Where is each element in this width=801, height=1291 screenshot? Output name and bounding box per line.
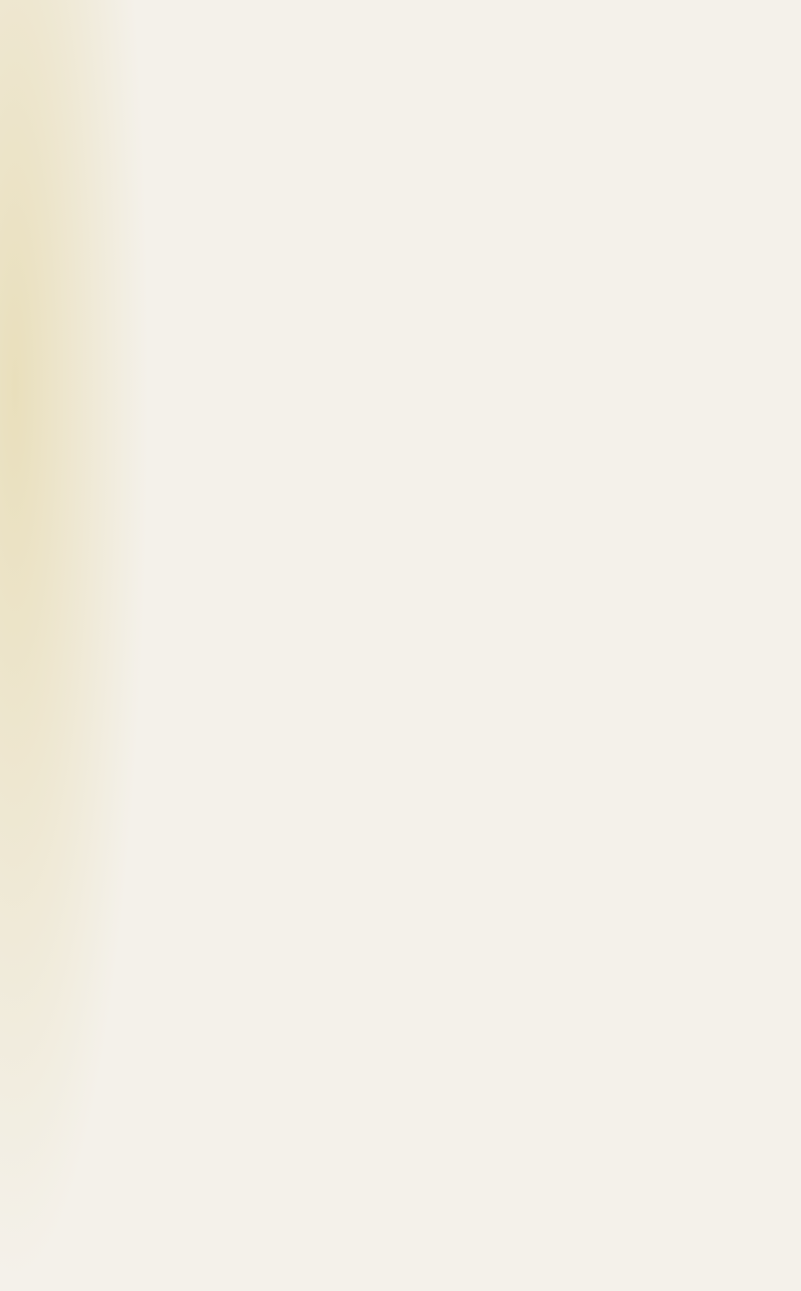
- page-column-label: [100, 130, 710, 146]
- page-stain: [0, 0, 150, 1291]
- contents-page: [100, 86, 710, 146]
- running-head: [100, 86, 710, 126]
